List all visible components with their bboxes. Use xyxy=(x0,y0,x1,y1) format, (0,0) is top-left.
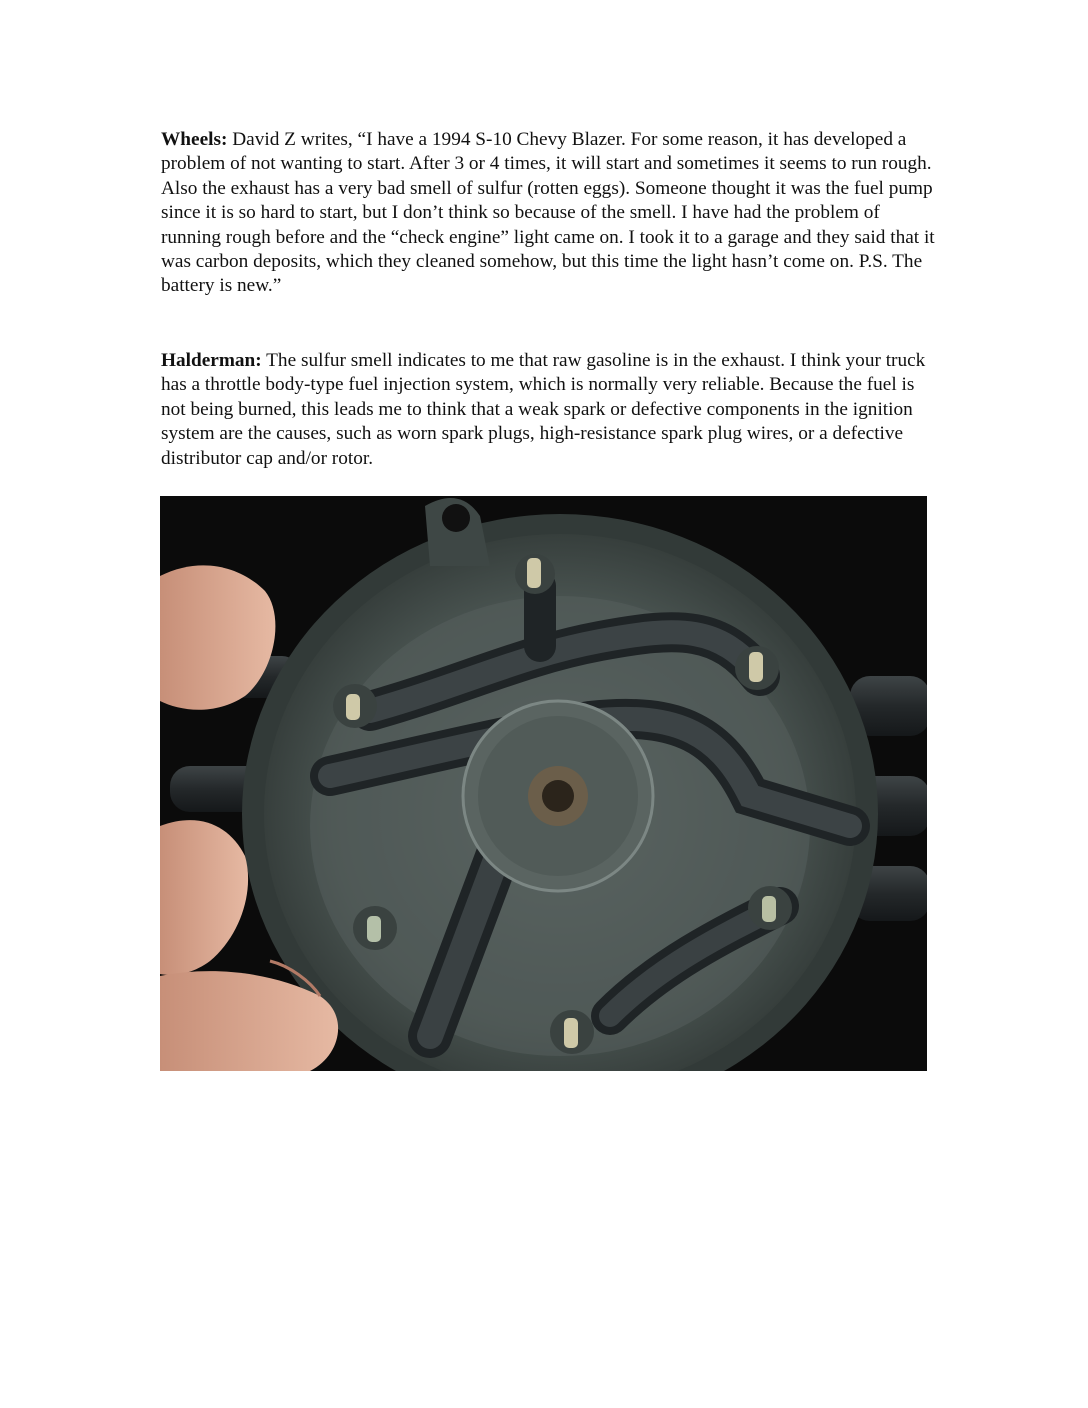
answer-text: The sulfur smell indicates to me that raw gasoline is in the exhaust. I think your truck has a throttle body-type fuel injection system, which is normally very reliable. Because the fuel is not being burned, this leads me to think that a weak spark or defective components in the ignition system are the causes, such as worn spark plugs, high-resistance spark plug wires, or a defective distributor cap and/or rotor. xyxy=(161,350,926,469)
answer-paragraph xyxy=(161,349,941,471)
question-paragraph xyxy=(161,128,941,299)
answer-speaker: Halderman: xyxy=(161,350,262,371)
question-speaker: Wheels: xyxy=(161,129,228,150)
distributor-cap-photo xyxy=(160,496,927,1071)
center-rotor-well xyxy=(463,701,653,891)
question-text: David Z writes, “I have a 1994 S-10 Chevy Blazer. For some reason, it has developed a problem of not wanting to start. After 3 or 4 times, it will start and sometimes it seems to run rough. Also the exhaust has a very bad smell of sulfur (rotten eggs). Someone thought it was the fuel pump since it is so hard to start, but I don’t think so because of the smell. I have had the problem of running rough before and the “check engine” light came on. I took it to a garage and they said that it was carbon deposits, which they cleaned somehow, but this time the light hasn’t come on. P.S. The battery is new.” xyxy=(161,129,935,297)
photo-illustration xyxy=(160,496,927,1071)
